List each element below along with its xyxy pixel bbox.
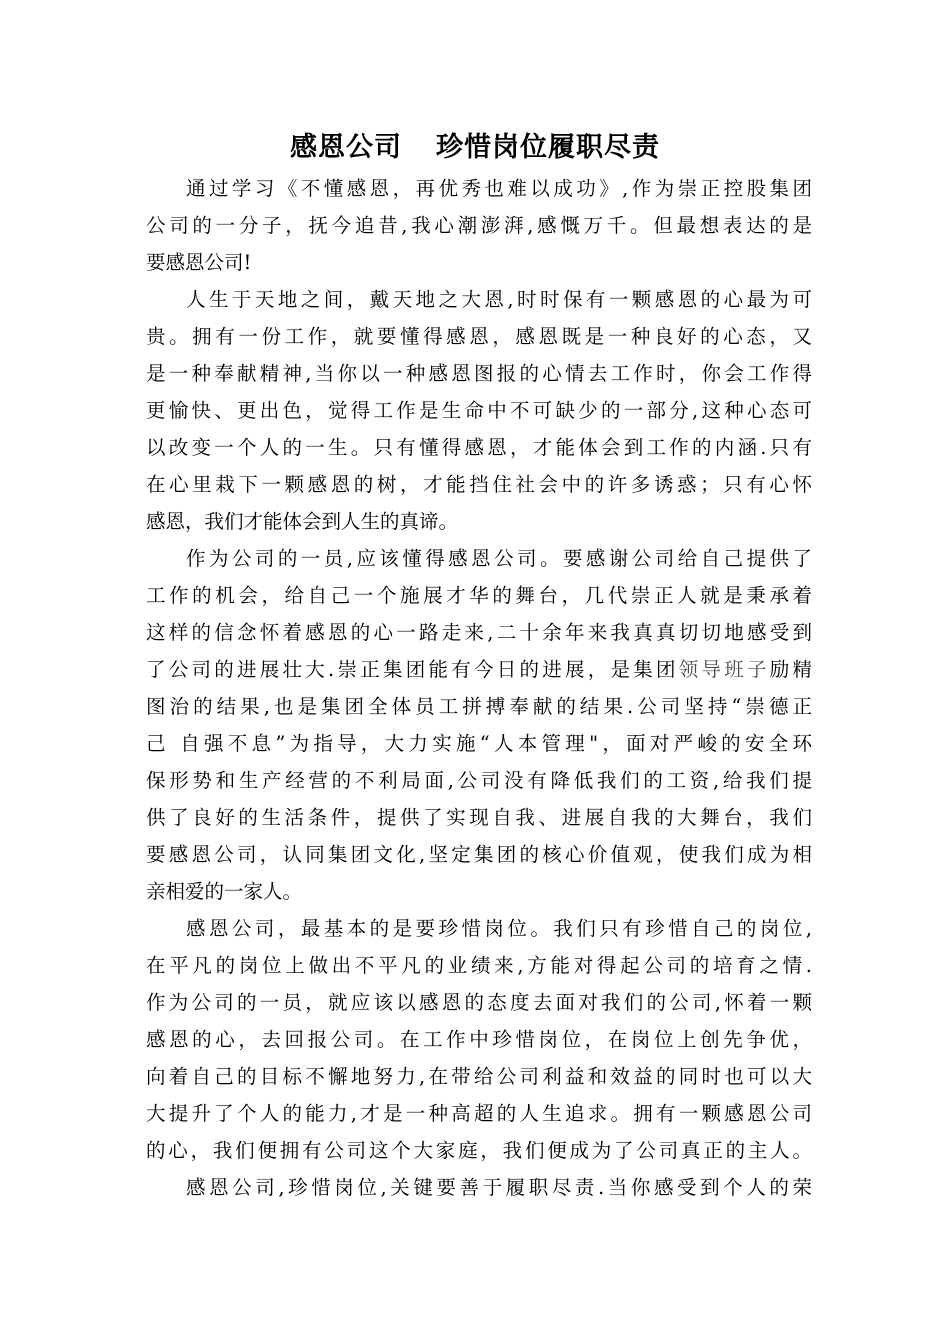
text-line: 感恩的心，去回报公司。在工作中珍惜岗位，在岗位上创先争优， <box>146 1028 812 1051</box>
text-line: 作为公司的一员，就应该以感恩的态度去面对我们的公司,怀着一颗 <box>146 991 812 1014</box>
text-line: 作为公司的一员,应该懂得感恩公司。要感谢公司给自己提供了 <box>186 547 812 570</box>
text-line: 己 自强不息”为指导，大力实施“人本管理"，面对严峻的安全环 <box>146 732 812 755</box>
title-part-1: 感恩公司 <box>290 132 402 163</box>
text-line: 通过学习《不懂感恩，再优秀也难以成功》,作为崇正控股集团 <box>186 177 812 200</box>
text-line: 感恩公司,珍惜岗位,关键要善于履职尽责.当你感受到个人的荣 <box>186 1176 812 1199</box>
text-line: 是一种奉献精神,当你以一种感恩图报的心情去工作时，你会工作得 <box>146 362 812 385</box>
text-line: 大提升了个人的能力,才是一种高超的人生追求。拥有一颗感恩公司 <box>146 1102 812 1125</box>
text-segment: 励精 <box>769 658 812 681</box>
title-part-2: 珍惜岗位履职尽责 <box>436 132 660 163</box>
hyperlink-leadership-team[interactable]: 领导班子 <box>678 658 770 681</box>
text-line: 要感恩公司，认同集团文化,坚定集团的核心价值观，使我们成为相 <box>146 843 812 866</box>
page-title <box>0 128 950 168</box>
text-line: 公司的一分子，抚今追昔,我心潮澎湃,感慨万千。但最想表达的是 <box>146 214 812 237</box>
text-line: 保形势和生产经营的不利局面,公司没有降低我们的工资,给我们提 <box>146 769 812 792</box>
text-line: 以改变一个人的一生。只有懂得感恩，才能体会到工作的内涵.只有 <box>146 436 812 459</box>
text-line: 在心里栽下一颗感恩的树，才能挡住社会中的许多诱惑；只有心怀 <box>146 473 812 496</box>
text-line: 人生于天地之间，戴天地之大恩,时时保有一颗感恩的心最为可 <box>186 288 812 311</box>
text-line: 感恩公司，最基本的是要珍惜岗位。我们只有珍惜自己的岗位, <box>186 917 812 940</box>
text-line: 工作的机会，给自己一个施展才华的舞台，几代崇正人就是秉承着 <box>146 584 812 607</box>
text-line: 要感恩公司! <box>146 251 252 274</box>
text-line: 感恩，我们才能体会到人生的真谛。 <box>146 510 459 533</box>
document-body <box>146 170 812 1206</box>
text-segment: 了公司的进展壮大.崇正集团能有今日的进展，是集团 <box>146 658 679 681</box>
text-line: 供了良好的生活条件，提供了实现自我、进展自我的大舞台，我们 <box>146 806 812 829</box>
text-line: 图治的结果,也是集团全体员工拼搏奉献的结果.公司坚持“崇德正 <box>146 695 812 718</box>
text-line: 向着自己的目标不懈地努力,在带给公司利益和效益的同时也可以大 <box>146 1065 812 1088</box>
text-line: 这样的信念怀着感恩的心一路走来,二十余年来我真真切切地感受到 <box>146 621 812 644</box>
text-line: 更愉快、更出色，觉得工作是生命中不可缺少的一部分,这种心态可 <box>146 399 812 422</box>
text-line: 在平凡的岗位上做出不平凡的业绩来,方能对得起公司的培育之情. <box>146 954 812 977</box>
text-line: 的心，我们便拥有公司这个大家庭，我们便成为了公司真正的主人。 <box>146 1139 812 1162</box>
text-line-with-link <box>146 651 812 688</box>
text-line: 亲相爱的一家人。 <box>146 880 303 903</box>
text-line: 贵。拥有一份工作，就要懂得感恩，感恩既是一种良好的心态，又 <box>146 325 812 348</box>
